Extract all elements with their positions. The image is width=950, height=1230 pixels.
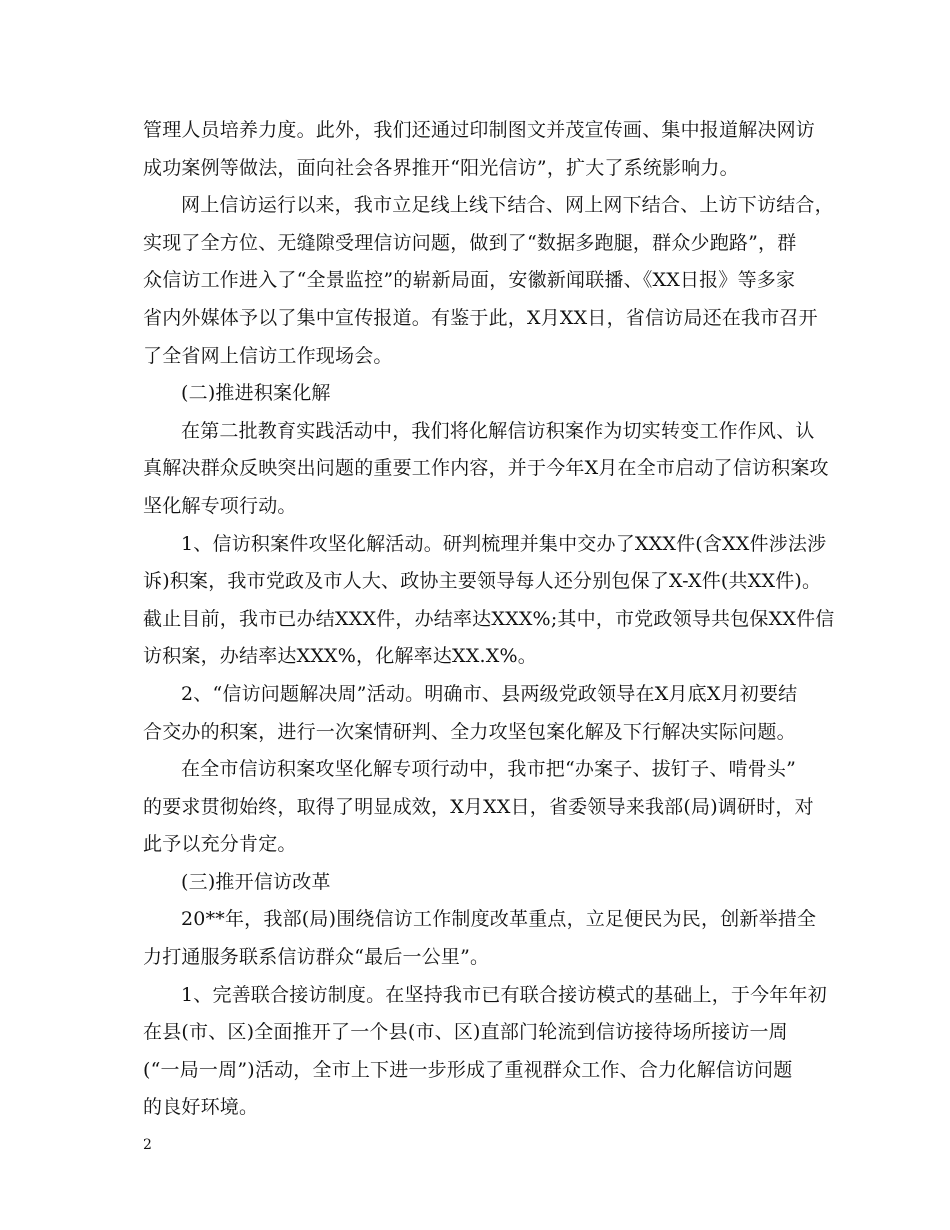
page-number: 2 (143, 1137, 152, 1153)
text-line: 此予以充分肯定。 (143, 833, 297, 856)
text-line: 在县(市、区)全面推开了一个县(市、区)直部门轮流到信访接待场所接访一周 (143, 1021, 788, 1044)
text-line: (二)推进积案化解 (181, 382, 331, 405)
text-line: 在第二批教育实践活动中，我们将化解信访积案作为切实转变工作作风、认 (181, 419, 815, 442)
text-line: 管理人员培养力度。此外，我们还通过印制图文并茂宣传画、集中报道解决网访 (143, 119, 816, 141)
text-line: 20**年，我部(局)围绕信访工作制度改革重点，立足便民为民，创新举措全 (181, 908, 817, 931)
text-line: 截止目前，我市已办结XXX件，办结率达XXX%;其中，市党政领导共包保XX件信 (143, 607, 835, 630)
text-line: 在全市信访积案攻坚化解专项行动中，我市把“办案子、拔钉子、啃骨头” (181, 758, 797, 781)
text-line: (三)推开信访改革 (181, 870, 331, 893)
text-line: 省内外媒体予以了集中宣传报道。有鉴于此，X月XX日，省信访局还在我市召开 (143, 306, 818, 329)
text-line: 了全省网上信访工作现场会。 (143, 344, 393, 367)
text-line: 众信访工作进入了“全景监控”的崭新局面，安徽新闻联播、《XX日报》等多家 (143, 269, 796, 292)
text-line: 力打通服务联系信访群众“最后一公里”。 (143, 946, 490, 969)
text-line: 的要求贯彻始终，取得了明显成效，X月XX日，省委领导来我部(局)调研时，对 (143, 795, 814, 818)
document-body (143, 112, 835, 1127)
text-line: 1、完善联合接访制度。在坚持我市已有联合接访模式的基础上，于今年年初 (181, 983, 827, 1006)
text-line: 2、“信访问题解决周”活动。明确市、县两级党政领导在X月底X月初要结 (181, 682, 798, 705)
text-line: 的良好环境。 (143, 1096, 259, 1119)
text-line: 坚化解专项行动。 (143, 494, 297, 517)
text-line: 诉)积案，我市党政及市人大、政协主要领导每人还分别包保了X-X件(共XX件)。 (143, 570, 822, 593)
text-line: 成功案例等做法，面向社会各界推开“阳光信访”，扩大了系统影响力。 (143, 156, 739, 179)
text-line: 1、信访积案件攻坚化解活动。研判梳理并集中交办了XXX件(含XX件涉法涉 (181, 532, 827, 555)
text-line: 实现了全方位、无缝隙受理信访问题，做到了“数据多跑腿，群众少跑路”，群 (143, 231, 797, 254)
text-line: 合交办的积案，进行一次案情研判、全力攻坚包案化解及下行解决实际问题。 (143, 720, 796, 743)
text-line: 访积案，办结率达XXX%，化解率达XX.X%。 (143, 645, 537, 668)
text-line: 真解决群众反映突出问题的重要工作内容，并于今年X月在全市启动了信访积案攻 (143, 457, 829, 480)
text-line: (“一局一周”)活动，全市上下进一步形成了重视群众工作、合力化解信访问题 (143, 1058, 793, 1081)
text-line: 网上信访运行以来，我市立足线上线下结合、网上网下结合、上访下访结合， (181, 194, 834, 217)
